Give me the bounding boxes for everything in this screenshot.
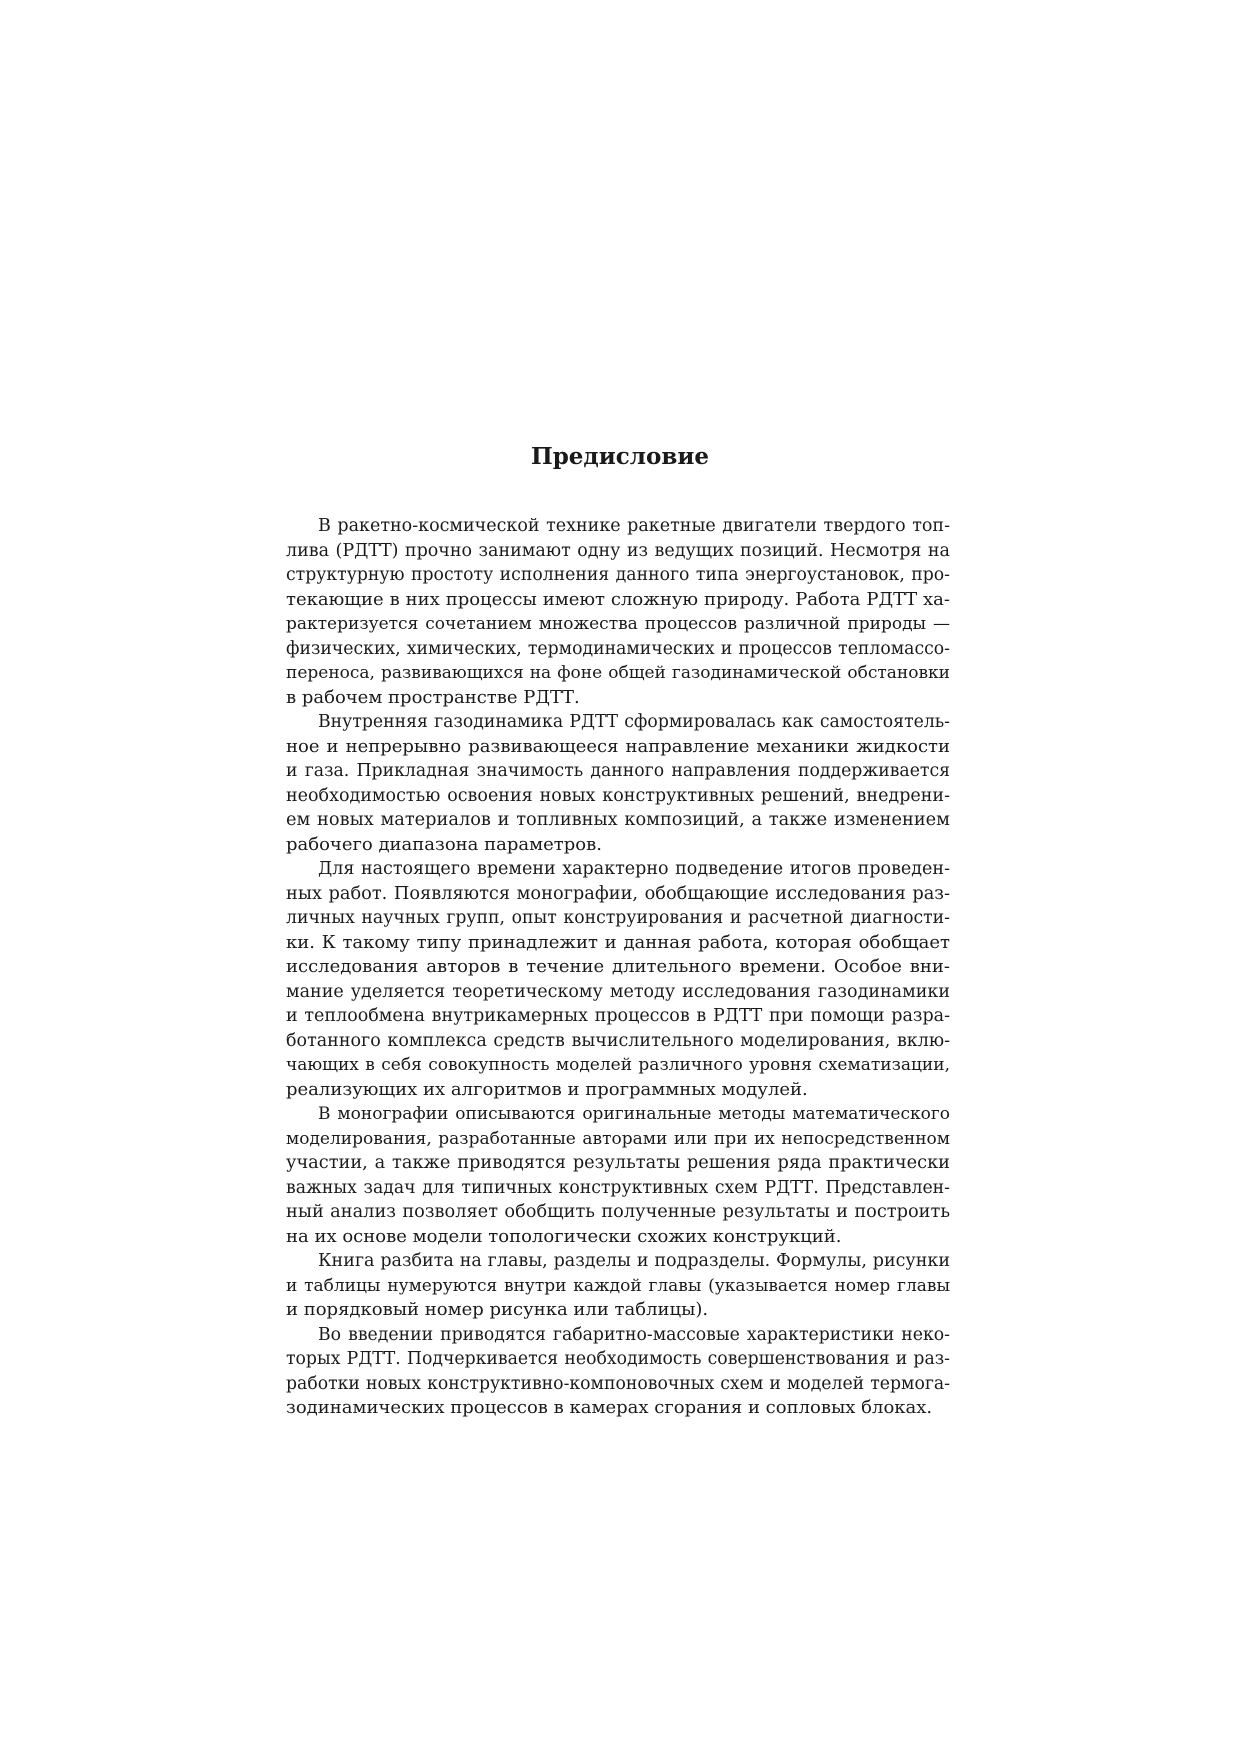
text-line: моделирования, разработанные авторами или при их непосредственном: [286, 1128, 950, 1149]
text-line: и таблицы нумеруются внутри каждой главы (указывается номер главы: [286, 1275, 950, 1296]
text-line: В ракетно-космической технике ракетные двигатели твердого топ-: [318, 516, 950, 536]
text-line: и порядковый номер рисунка или таблицы).: [286, 1299, 709, 1320]
preface-body: [286, 514, 950, 1421]
text-line: и теплообмена внутрикамерных процессов в РДТТ при помощи разра-: [286, 1006, 950, 1026]
text-line: важных задач для типичных конструктивных схем РДТТ. Представлен-: [286, 1177, 950, 1198]
text-line: чающих в себя совокупность моделей различного уровня схематизации,: [286, 1055, 950, 1075]
text-line: Внутренняя газодинамика РДТТ сформировалась как самостоятель-: [318, 712, 950, 732]
text-line: необходимостью освоения новых конструктивных решений, внедрени-: [286, 785, 950, 806]
text-line: зодинамических процессов в камерах сгорания и сопловых блоках.: [286, 1397, 933, 1418]
text-line: В монографии описываются оригинальные методы математического: [318, 1104, 950, 1124]
text-line: на их основе модели топологически схожих конструкций.: [286, 1225, 842, 1247]
text-line: текающие в них процессы имеют сложную природу. Работа РДТТ ха-: [286, 588, 950, 610]
text-line: ки. К такому типу принадлежит и данная работа, которая обобщает: [286, 931, 950, 953]
text-line: Книга разбита на главы, разделы и подразделы. Формулы, рисунки: [318, 1251, 950, 1271]
text-line: мание уделяется теоретическому методу исследования газодинамики: [286, 981, 950, 1002]
text-line: в рабочем пространстве РДТТ.: [286, 686, 580, 708]
text-line: ем новых материалов и топливных композиций, а также изменением: [286, 810, 950, 830]
text-line: структурную простоту исполнения данного типа энергоустановок, про-: [286, 565, 950, 585]
text-line: рактеризуется сочетанием множества процессов различной природы —: [286, 614, 950, 634]
text-line: участии, а также приводятся результаты решения ряда практически: [286, 1153, 950, 1173]
text-line: личных научных групп, опыт конструирования и расчетной диагности-: [286, 908, 950, 928]
text-line: реализующих их алгоритмов и программных модулей.: [286, 1078, 808, 1100]
text-line: работки новых конструктивно-компоновочных схем и моделей термога-: [286, 1373, 950, 1394]
text-line: ный анализ позволяет обобщить полученные результаты и построить: [286, 1202, 950, 1222]
page-title: Предисловие: [530, 443, 710, 470]
text-line: ных работ. Появляются монографии, обобщающие исследования раз-: [286, 883, 950, 904]
text-line: физических, химических, термодинамических и процессов тепломассо-: [286, 638, 950, 659]
text-line: переноса, развивающихся на фоне общей газодинамической обстановки: [286, 663, 950, 683]
text-line: исследования авторов в течение длительного времени. Особое вни-: [286, 956, 950, 977]
text-line: ное и непрерывно развивающееся направление механики жидкости: [286, 735, 950, 757]
text-line: лива (РДТТ) прочно занимают одну из ведущих позиций. Несмотря на: [286, 540, 950, 561]
text-line: Во введении приводятся габаритно-массовые характеристики неко-: [318, 1324, 950, 1345]
text-line: ботанного комплекса средств вычислительного моделирования, вклю-: [286, 1030, 950, 1051]
text-line: Для настоящего времени характерно подведение итогов проведен-: [318, 859, 950, 879]
text-line: и газа. Прикладная значимость данного направления поддерживается: [286, 761, 950, 781]
text-line: торых РДТТ. Подчеркивается необходимость совершенствования и раз-: [286, 1349, 950, 1369]
text-line: рабочего диапазона параметров.: [286, 833, 602, 855]
